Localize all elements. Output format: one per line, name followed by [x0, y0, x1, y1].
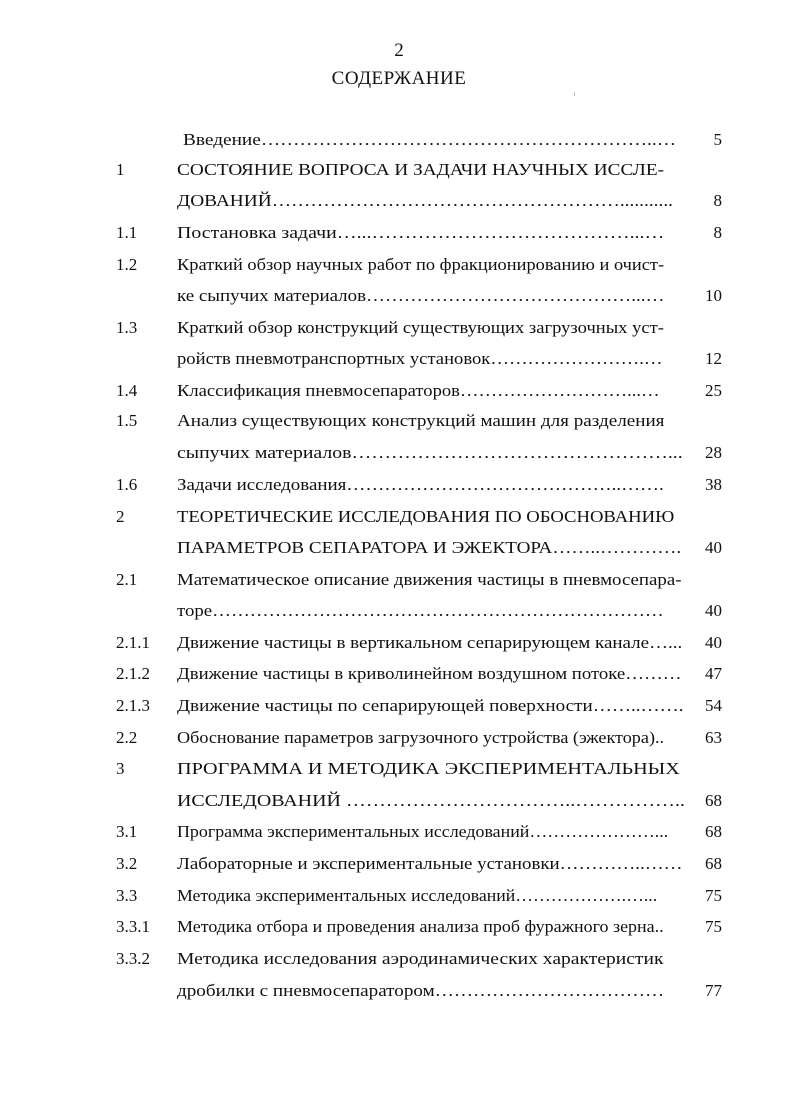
toc-entry-number: 1.3: [116, 318, 138, 337]
toc-entry-page: 75: [705, 886, 722, 905]
toc-entry-line: Лабораторные и экспериментальные установки…………..……: [177, 854, 683, 873]
toc-entry-line: дробилки с пневмосепаратором………………………………: [177, 981, 665, 1000]
toc-entry-line: Анализ существующих конструкций машин для разделения: [177, 411, 665, 430]
toc-entry-line: Движение частицы в вертикальном сепарирующем канале…...: [177, 633, 683, 652]
page-title: СОДЕРЖАНИЕ: [331, 68, 467, 89]
toc-entry-page: 54: [705, 696, 722, 715]
toc-entry-number: 2: [116, 507, 125, 526]
toc-entry-number: 2.1.1: [116, 633, 150, 652]
toc-entry-line: Программа экспериментальных исследований…………………...: [177, 822, 669, 841]
toc-entry-page: 25: [705, 381, 722, 400]
toc-entry-page: 40: [705, 601, 722, 620]
toc-entry-line: Методика экспериментальных исследований……………….…...: [177, 886, 658, 905]
toc-entry-line: торе………………………………………………………………: [177, 601, 664, 620]
toc-entry-number: 1.5: [116, 411, 138, 430]
page-number: 2: [394, 40, 404, 61]
toc-entry-page: 12: [705, 349, 722, 368]
toc-entry-line: Введение……………………………………………………..…: [183, 130, 677, 149]
toc-entry-number: 3: [116, 759, 125, 778]
toc-entry-number: 2.1: [116, 570, 138, 589]
toc-entry-line: ПАРАМЕТРОВ СЕПАРАТОРА И ЭЖЕКТОРА……..………….: [177, 538, 682, 557]
toc-entry-page: 68: [705, 854, 722, 873]
toc-entry-number: 3.3: [116, 886, 138, 905]
toc-entry-line: сыпучих материалов…………………………………………...: [177, 443, 683, 462]
toc-entry-page: 28: [705, 443, 722, 462]
toc-entry-number: 2.1.2: [116, 664, 150, 683]
toc-entry-number: 1.4: [116, 381, 138, 400]
toc-entry-page: 40: [705, 538, 722, 557]
toc-entry-line: СОСТОЯНИЕ ВОПРОСА И ЗАДАЧИ НАУЧНЫХ ИССЛЕ-: [177, 160, 665, 179]
toc-entry-number: 3.1: [116, 822, 138, 841]
toc-entry-line: ТЕОРЕТИЧЕСКИЕ ИССЛЕДОВАНИЯ ПО ОБОСНОВАНИЮ: [177, 507, 675, 526]
toc-entry-number: 3.3.1: [116, 917, 150, 936]
toc-entry-page: 10: [705, 286, 722, 305]
toc-entry-page: 47: [705, 664, 722, 683]
toc-entry-line: Движение частицы в криволинейном воздушном потоке………: [177, 664, 682, 683]
toc-entry-line: ройств пневмотранспортных установок…………………….…: [177, 349, 663, 368]
toc-entry-page: 77: [705, 981, 722, 1000]
toc-entry-line: Движение частицы по сепарирующей поверхности……..…….: [177, 696, 684, 715]
toc-entry-line: Краткий обзор конструкций существующих загрузочных уст-: [177, 318, 664, 337]
toc-entry-page: 8: [713, 223, 722, 242]
toc-entry-line: ПРОГРАММА И МЕТОДИКА ЭКСПЕРИМЕНТАЛЬНЫХ: [177, 759, 680, 778]
toc-entry-line: Классификация пневмосепараторов………………………...…: [177, 381, 660, 400]
toc-entry-line: ИССЛЕДОВАНИЙ ……………………………..……………..: [177, 791, 685, 810]
toc-entry-line: Постановка задачи…...…………………………………...…: [177, 223, 665, 242]
toc-entry-line: Обоснование параметров загрузочного устройства (эжектора)..: [177, 728, 665, 747]
scan-speck: [574, 92, 575, 96]
toc-entry-line: Задачи исследования……………………………………..…….: [177, 475, 664, 494]
toc-entry-line: Краткий обзор научных работ по фракционированию и очист-: [177, 255, 665, 274]
toc-entry-line: Методика отбора и проведения анализа проб фуражного зерна..: [177, 917, 664, 936]
toc-entry-line: Методика исследования аэродинамических характеристик: [177, 949, 664, 968]
toc-entry-page: 38: [705, 475, 722, 494]
toc-entry-number: 1.1: [116, 223, 138, 242]
toc-entry-line: ке сыпучих материалов……………………………………...…: [177, 286, 665, 305]
toc-entry-page: 5: [713, 130, 722, 149]
toc-entry-number: 1.2: [116, 255, 138, 274]
toc-entry-number: 2.2: [116, 728, 138, 747]
toc-entry-number: 3.2: [116, 854, 138, 873]
toc-entry-number: 2.1.3: [116, 696, 150, 715]
toc-entry-number: 1: [116, 160, 125, 179]
toc-entry-page: 68: [705, 822, 722, 841]
toc-entry-number: 3.3.2: [116, 949, 150, 968]
toc-entry-line: Математическое описание движения частицы в пневмосепара-: [177, 570, 682, 589]
toc-entry-page: 63: [705, 728, 722, 747]
toc-entry-number: 1.6: [116, 475, 138, 494]
toc-entry-page: 8: [713, 191, 722, 210]
toc-entry-line: ДОВАНИЙ………………………………………………...........: [177, 191, 673, 210]
toc-entry-page: 75: [705, 917, 722, 936]
toc-entry-page: 40: [705, 633, 722, 652]
toc-entry-page: 68: [705, 791, 722, 810]
